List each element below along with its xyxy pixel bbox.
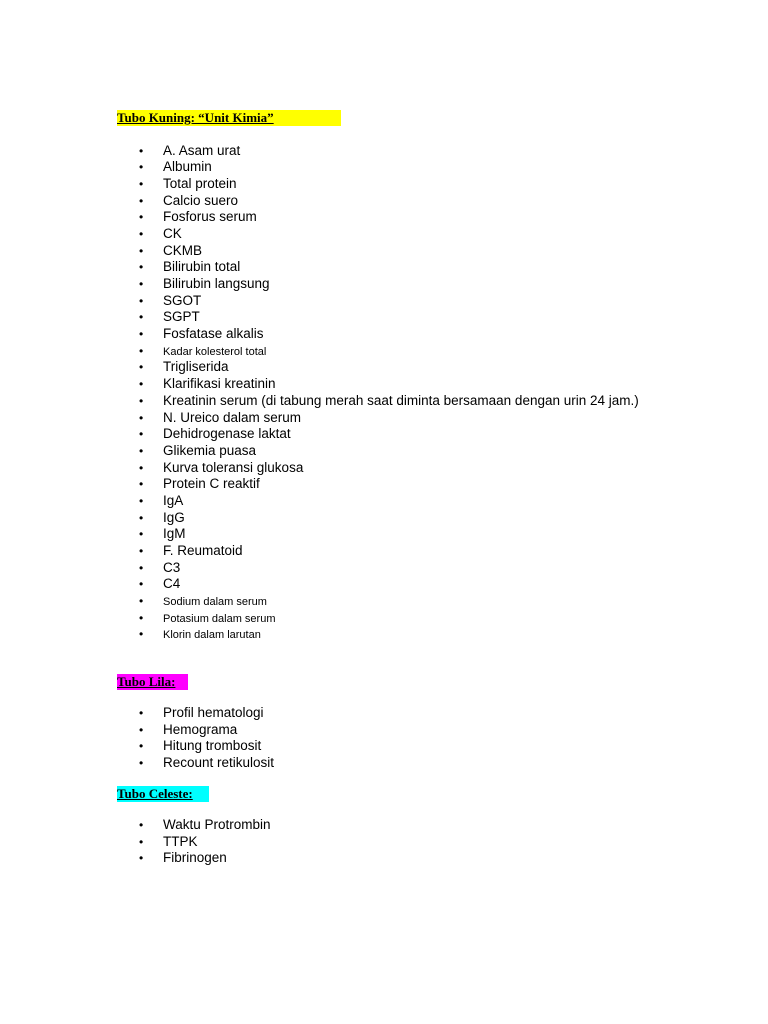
bullet-icon: • [139,544,144,558]
bullet-icon: • [139,739,144,754]
list-item-label: Kadar kolesterol total [163,345,267,358]
list-item-label: Trigliserida [163,359,229,375]
list-item [0,576,639,593]
bullet-icon: • [139,427,144,442]
list-item [0,376,639,393]
bullet-icon: • [139,577,144,592]
bullet-icon: • [139,277,144,291]
list-item [0,276,639,293]
list-item-label: Sodium dalam serum [163,596,267,609]
bullet-icon: • [139,851,144,866]
bullet-icon: • [139,327,144,342]
bullet-icon: • [139,260,144,275]
list-item-label: N. Ureico dalam serum [163,409,302,425]
list-item-label: CK [163,225,182,241]
list-item-label: Fosforus serum [163,209,257,225]
list-item-label: Profil hematologi [163,705,264,720]
list-item [0,850,271,867]
bullet-icon: • [139,226,144,241]
bullet-icon: • [139,594,144,609]
list-item [0,259,639,276]
list-item-label: Hitung trombosit [163,738,262,754]
list-item-label: Fosfatase alkalis [163,326,264,342]
list-item-label: Calcio suero [163,192,239,208]
bullet-icon: • [139,343,144,358]
bullet-icon: • [139,377,144,392]
list-item [0,143,639,160]
list-item-label: Kurva toleransi glukosa [163,459,304,475]
list-item [0,755,274,772]
list-item-label: SGOT [163,292,202,308]
list-item-label: Klorin dalam larutan [163,629,261,642]
list-item [0,426,639,443]
list-item-label: IgM [163,526,186,542]
list-item-label: A. Asam urat [163,142,241,158]
bullet-icon: • [139,756,144,771]
bullet-icon: • [139,460,144,475]
list-item-label: C4 [163,576,181,592]
list-item [0,393,639,410]
list-item [0,359,639,376]
list-item-label: Dehidrogenase laktat [163,426,291,442]
list-item-label: SGPT [163,309,200,325]
list-item [0,722,274,739]
list-item [0,293,639,310]
list-item [0,543,639,560]
bullet-icon: • [139,722,144,737]
bullet-icon: • [139,243,144,258]
list-item-label: CKMB [163,242,203,258]
section-heading-tubo-kuning: Tubo Kuning: “Unit Kimia” [117,110,341,126]
bullet-icon: • [139,160,144,175]
bullet-icon: • [139,834,144,849]
list-item [0,526,639,543]
list-item [0,817,271,834]
bullet-icon: • [139,443,144,458]
list-item-label: Bilirubin langsung [163,276,270,291]
list-item [0,476,639,493]
test-list-tubo-celeste [0,817,271,867]
bullet-icon: • [139,527,144,542]
bullet-icon: • [139,393,144,408]
list-item-label: Klarifikasi kreatinin [163,376,276,392]
list-item-label: TTPK [163,833,198,849]
bullet-icon: • [139,818,144,832]
test-list-tubo-lila [0,705,274,772]
bullet-icon: • [139,210,144,225]
list-item [0,410,639,427]
bullet-icon: • [139,510,144,525]
list-item [0,705,274,722]
bullet-icon: • [139,610,144,625]
bullet-icon: • [139,360,144,375]
list-item-label: Recount retikulosit [163,755,275,771]
list-item-label: Kreatinin serum (di tabung merah saat diminta bersamaan dengan urin 24 jam.) [163,392,639,408]
list-item-label: C3 [163,559,181,575]
bullet-icon: • [139,477,144,492]
list-item [0,560,639,577]
list-item-label: IgA [163,492,184,508]
list-item-label: Glikemia puasa [163,442,257,458]
bullet-icon: • [139,193,144,208]
list-item [0,226,639,243]
list-item [0,834,271,851]
bullet-icon: • [139,493,144,508]
list-item-label: Hemograma [163,721,238,737]
list-item [0,510,639,527]
bullet-icon: • [139,706,144,720]
list-item [0,209,639,226]
list-item [0,443,639,460]
bullet-icon: • [139,410,144,425]
list-item-label: Protein C reaktif [163,476,260,492]
list-item [0,309,639,326]
bullet-icon: • [139,176,144,191]
list-item [0,738,274,755]
list-item [0,176,639,193]
list-item [0,243,639,260]
bullet-icon: • [139,560,144,575]
list-item [0,626,639,643]
list-item-label: Total protein [163,175,237,191]
list-item-label: Bilirubin total [163,259,241,275]
list-item [0,610,639,627]
list-item-label: Albumin [163,159,212,175]
bullet-icon: • [139,310,144,325]
list-item-label: F. Reumatoid [163,543,243,558]
list-item [0,343,639,360]
bullet-icon: • [139,293,144,308]
list-item [0,593,639,610]
list-item [0,159,639,176]
section-heading-tubo-lila: Tubo Lila: [117,674,188,690]
list-item-label: Waktu Protrombin [163,817,271,832]
bullet-icon: • [139,143,144,158]
list-item [0,326,639,343]
list-item [0,193,639,210]
section-heading-tubo-celeste: Tubo Celeste: [117,786,209,802]
list-item [0,493,639,510]
test-list-tubo-kuning [0,143,639,644]
list-item [0,460,639,477]
list-item-label: Fibrinogen [163,850,227,866]
list-item-label: IgG [163,509,185,525]
list-item-label: Potasium dalam serum [163,612,276,625]
bullet-icon: • [139,627,144,642]
